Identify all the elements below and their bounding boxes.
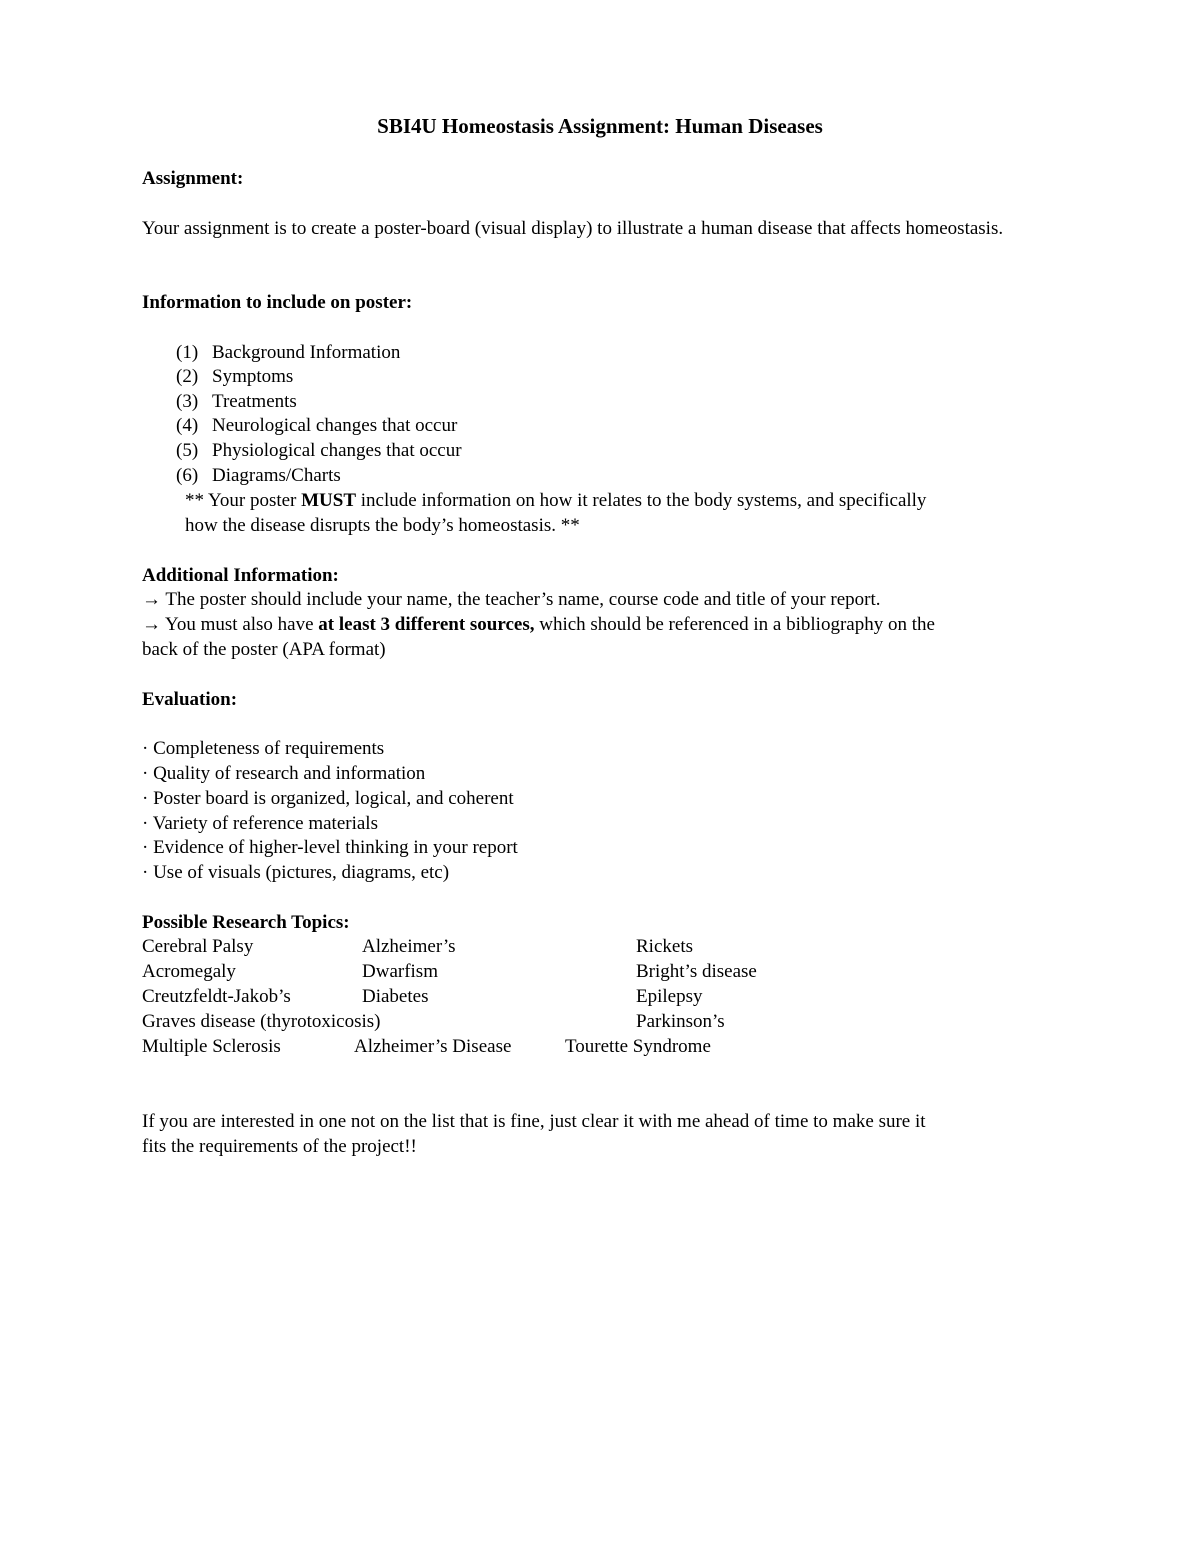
- topic-cell: Graves disease (thyrotoxicosis): [142, 1011, 381, 1032]
- note-prefix: ** Your poster: [185, 490, 302, 511]
- poster-note-line1: [185, 488, 926, 513]
- note-emphasis: MUST: [301, 490, 357, 511]
- topic-cell: Dwarfism: [362, 961, 438, 982]
- info-item-number: (4): [176, 415, 199, 436]
- topic-cell: Tourette Syndrome: [565, 1036, 711, 1057]
- info-item-text: Diagrams/Charts: [212, 465, 341, 486]
- topic-cell: Cerebral Palsy: [142, 936, 254, 957]
- info-item-text: Treatments: [212, 391, 297, 412]
- topic-cell: Epilepsy: [636, 986, 703, 1007]
- info-item-text: Background Information: [212, 342, 401, 363]
- evaluation-heading: Evaluation:: [142, 689, 238, 710]
- arrow-icon: →: [142, 589, 161, 610]
- info-item-number: (1): [176, 342, 199, 363]
- topics-heading: Possible Research Topics:: [142, 912, 350, 933]
- topic-cell: Diabetes: [362, 986, 429, 1007]
- topic-cell: Alzheimer’s Disease: [354, 1036, 512, 1057]
- additional-line1: [142, 587, 880, 612]
- topic-cell: Bright’s disease: [636, 961, 757, 982]
- additional-line2-emphasis: at least 3 different sources,: [318, 614, 535, 635]
- closing-line1: If you are interested in one not on the list that is fine, just clear it with me ahead of time to make sure it: [142, 1111, 926, 1132]
- evaluation-item: · Variety of reference materials: [142, 813, 378, 834]
- evaluation-item: · Use of visuals (pictures, diagrams, etc): [142, 862, 450, 883]
- closing-line2: fits the requirements of the project!!: [142, 1136, 417, 1157]
- evaluation-item: · Quality of research and information: [142, 763, 426, 784]
- evaluation-item: · Evidence of higher-level thinking in your report: [142, 837, 518, 858]
- topic-cell: Parkinson’s: [636, 1011, 725, 1032]
- topic-cell: Acromegaly: [142, 961, 236, 982]
- assignment-text: Your assignment is to create a poster-board (visual display) to illustrate a human disease that affects homeostasis.: [142, 218, 1004, 239]
- info-item-text: Neurological changes that occur: [212, 415, 458, 436]
- info-item-text: Symptoms: [212, 366, 294, 387]
- info-item-number: (5): [176, 440, 199, 461]
- info-item-number: (6): [176, 465, 199, 486]
- note-rest: include information on how it relates to the body systems, and specifically: [356, 490, 927, 511]
- assignment-heading: Assignment:: [142, 168, 244, 189]
- topic-cell: Rickets: [636, 936, 693, 957]
- information-heading: Information to include on poster:: [142, 292, 413, 313]
- evaluation-item: · Poster board is organized, logical, and coherent: [142, 788, 514, 809]
- info-item-number: (3): [176, 391, 199, 412]
- topic-cell: Alzheimer’s: [362, 936, 456, 957]
- additional-line1-text: The poster should include your name, the teacher’s name, course code and title of your report.: [161, 589, 881, 610]
- additional-line2: [142, 612, 935, 637]
- info-item-number: (2): [176, 366, 199, 387]
- topic-cell: Creutzfeldt-Jakob’s: [142, 986, 291, 1007]
- additional-heading: Additional Information:: [142, 565, 339, 586]
- arrow-icon: →: [142, 614, 161, 635]
- info-item-text: Physiological changes that occur: [212, 440, 462, 461]
- page-title: SBI4U Homeostasis Assignment: Human Diseases: [377, 114, 823, 138]
- evaluation-item: · Completeness of requirements: [142, 738, 385, 759]
- poster-note-line2: how the disease disrupts the body’s homeostasis. **: [185, 515, 580, 536]
- additional-line3: back of the poster (APA format): [142, 639, 386, 660]
- additional-line2-rest: which should be referenced in a bibliography on the: [534, 614, 935, 635]
- topic-cell: Multiple Sclerosis: [142, 1036, 281, 1057]
- additional-line2-prefix: You must also have: [161, 614, 319, 635]
